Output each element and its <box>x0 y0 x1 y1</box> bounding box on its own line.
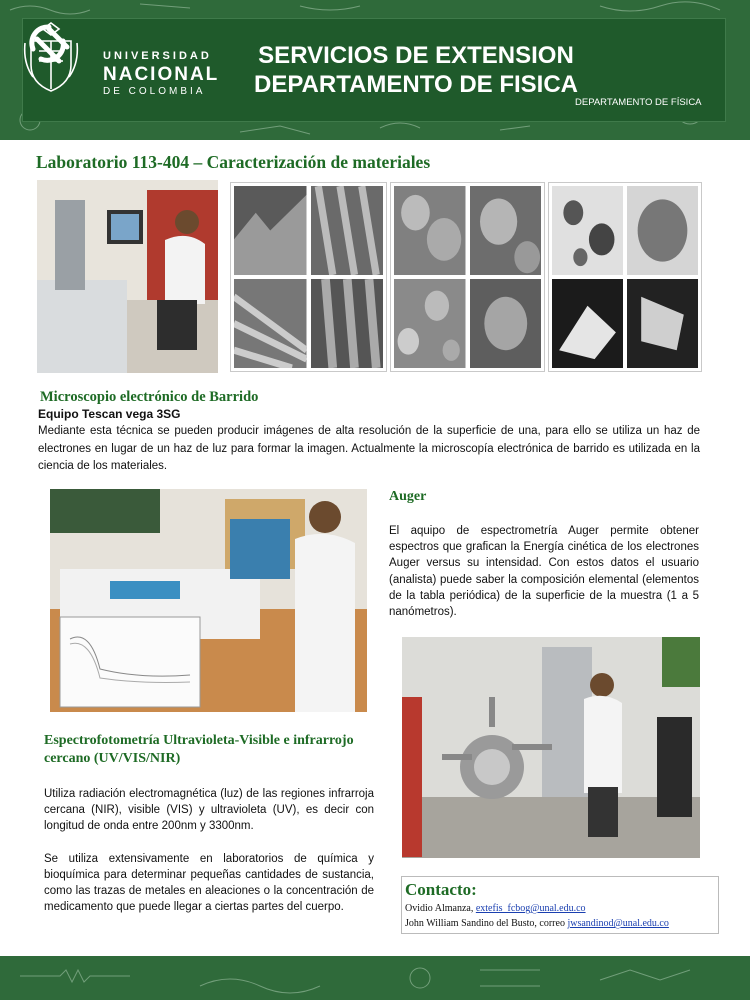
contact-line-1 <box>405 901 715 916</box>
university-name-line2: NACIONAL <box>103 64 220 85</box>
contact-line-2 <box>405 916 715 931</box>
contact-person-1: Ovidio Almanza, <box>405 903 476 914</box>
micrograph-image <box>234 186 307 275</box>
sem-operator-photo <box>37 180 218 373</box>
auger-description: El aquipo de espectrometría Auger permite obtener espectros que grafican la Energía cinética de los electrones Auger versus su intensidad. Con estos datos el usuario (analista) puede saber la composición elemental (elementos de la tabla periódica) de la superficie de la muestra (1 a 5 nanómetros). <box>389 525 699 619</box>
micrograph-image <box>311 186 384 275</box>
micrograph-image <box>394 186 466 275</box>
physics-department-logo-icon <box>23 19 75 73</box>
micrograph-panel-3 <box>548 182 702 372</box>
page-title-line2: DEPARTAMENTO DE FISICA <box>253 71 578 98</box>
micrograph-panel-2 <box>390 182 545 372</box>
sem-equipment-label: Equipo Tescan vega 3SG <box>38 407 181 421</box>
uv-paragraph-1: Utiliza radiación electromagnética (luz) de las regiones infrarroja cercana (NIR), visible (VIS) y ultravioleta (UV), es decir con longitud de onda entre 200nm y 3300nm. <box>44 788 374 833</box>
micrograph-image <box>552 186 623 275</box>
sem-description: Mediante esta técnica se pueden producir imágenes de alta resolución de la superficie de una, para ello se utiliza un haz de electrones en lugar de un haz de luz para formar la imagen. Actualmente la microscopía electrónica de barrido es utilizada en la ciencia de los materiales. <box>38 425 700 472</box>
auger-section-title: Auger <box>389 489 427 504</box>
header-panel <box>22 18 726 122</box>
micrograph-image <box>552 279 623 368</box>
contact-email-link-1[interactable]: extefis_fcbog@unal.edu.co <box>475 903 586 914</box>
contact-person-2: John William Sandino del Busto, correo <box>405 918 568 929</box>
uv-paragraph-2: Se utiliza extensivamente en laboratorios de química y bioquímica para determinar pequeñas cantidades de sustancia, como las trazas de metales en aleaciones o la concentración de medicamento que puede llegar a ciertas partes del cuerpo. <box>44 852 374 914</box>
contact-email-link-2[interactable]: jwsandinod@unal.edu.co <box>567 918 669 929</box>
department-label: DEPARTAMENTO DE FÍSICA <box>575 97 702 108</box>
chalk-doodles <box>0 956 750 1000</box>
university-name-line3: DE COLOMBIA <box>103 86 206 97</box>
auger-spectrometer-photo <box>402 637 700 858</box>
micrograph-image <box>394 279 466 368</box>
uv-description <box>44 786 374 915</box>
header-chalkboard-band <box>0 0 750 140</box>
footer-chalkboard-band <box>0 956 750 1000</box>
contact-title: Contacto: <box>405 880 477 899</box>
micrograph-panel-1 <box>230 182 387 372</box>
micrograph-image <box>627 186 698 275</box>
page-title <box>231 41 601 99</box>
micrograph-image <box>627 279 698 368</box>
page-title-line1: SERVICIOS DE EXTENSION <box>258 42 574 69</box>
micrograph-image <box>234 279 307 368</box>
micrograph-image <box>470 279 542 368</box>
university-name <box>103 51 219 97</box>
micrograph-image <box>470 186 542 275</box>
lab-title: Laboratorio 113-404 – Caracterización de materiales <box>36 152 431 172</box>
uv-vis-spectrophotometer-photo <box>50 489 367 712</box>
university-name-line1: UNIVERSIDAD <box>103 50 212 62</box>
uv-section-title: Espectrofotometría Ultravioleta-Visible e infrarrojo cercano (UV/VIS/NIR) <box>44 733 354 766</box>
sem-section-title: Microscopio electrónico de Barrido <box>40 389 259 405</box>
micrograph-image <box>311 279 384 368</box>
contact-box <box>401 876 719 934</box>
